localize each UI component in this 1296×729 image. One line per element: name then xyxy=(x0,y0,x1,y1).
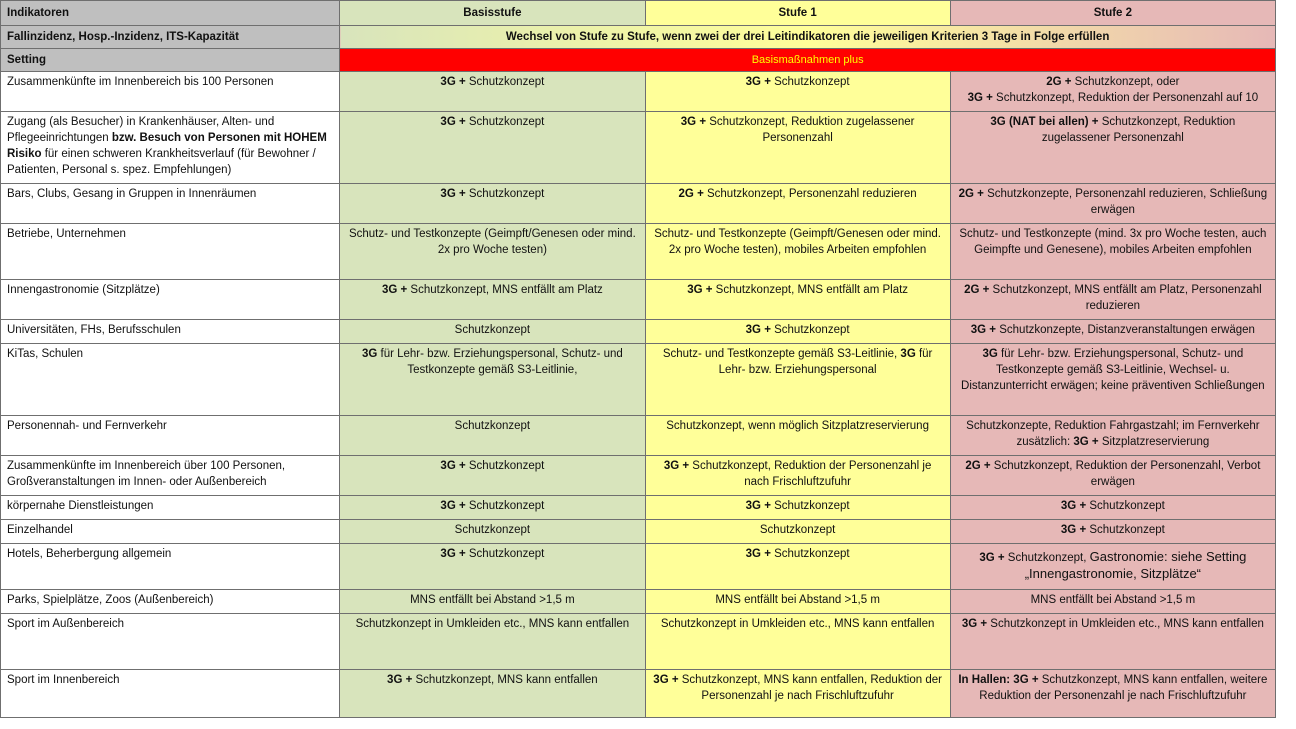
cell-basisstufe: 3G + Schutzkonzept xyxy=(340,456,645,496)
cell-stufe2: 3G + Schutzkonzept, Gastronomie: siehe Setting „Innengastronomie, Sitzplätze“ xyxy=(950,544,1275,590)
cell-stufe1: 3G + Schutzkonzept, MNS kann entfallen, Reduktion der Personenzahl je nach Frischluftzufuhr xyxy=(645,670,950,718)
table-row xyxy=(1,670,1276,718)
cell-stufe2: 2G + Schutzkonzept, oder 3G + Schutzkonzept, Reduktion der Personenzahl auf 10 xyxy=(950,72,1275,112)
cell-stufe2: In Hallen: 3G + Schutzkonzept, MNS kann entfallen, weitere Reduktion der Personenzahl je nach Frischluftzufuhr xyxy=(950,670,1275,718)
table-row xyxy=(1,184,1276,224)
row-label: Zusammenkünfte im Innenbereich über 100 Personen, Großveranstaltungen im Innen- oder Außenbereich xyxy=(1,456,340,496)
row-label: Universitäten, FHs, Berufsschulen xyxy=(1,320,340,344)
row-label: KiTas, Schulen xyxy=(1,344,340,416)
row-label: Parks, Spielplätze, Zoos (Außenbereich) xyxy=(1,590,340,614)
row-label: Sport im Innenbereich xyxy=(1,670,340,718)
cell-stufe2: 3G + Schutzkonzepte, Distanzveranstaltungen erwägen xyxy=(950,320,1275,344)
cell-stufe1: Schutzkonzept in Umkleiden etc., MNS kann entfallen xyxy=(645,614,950,670)
table-row xyxy=(1,112,1276,184)
cell-stufe2: MNS entfällt bei Abstand >1,5 m xyxy=(950,590,1275,614)
criteria-text: Wechsel von Stufe zu Stufe, wenn zwei der drei Leitindikatoren die jeweiligen Kriterien 3 Tage in Folge erfüllen xyxy=(340,26,1276,49)
cell-basisstufe: 3G + Schutzkonzept, MNS kann entfallen xyxy=(340,670,645,718)
cell-basisstufe: 3G + Schutzkonzept xyxy=(340,496,645,520)
header-basisstufe: Basisstufe xyxy=(340,1,645,26)
table-row xyxy=(1,590,1276,614)
row-label: Einzelhandel xyxy=(1,520,340,544)
setting-row xyxy=(1,49,1276,72)
table-row xyxy=(1,496,1276,520)
cell-stufe1: 3G + Schutzkonzept, Reduktion zugelassener Personenzahl xyxy=(645,112,950,184)
cell-stufe1: Schutzkonzept xyxy=(645,520,950,544)
cell-stufe2: 3G für Lehr- bzw. Erziehungspersonal, Schutz- und Testkonzepte gemäß S3-Leitlinie, Wechsel- u. Distanzunterricht erwägen; keine präventiven Schließungen xyxy=(950,344,1275,416)
cell-stufe2: 2G + Schutzkonzept, Reduktion der Personenzahl, Verbot erwägen xyxy=(950,456,1275,496)
cell-stufe2: 2G + Schutzkonzepte, Personenzahl reduzieren, Schließung erwägen xyxy=(950,184,1275,224)
header-stufe1: Stufe 1 xyxy=(645,1,950,26)
table-row xyxy=(1,416,1276,456)
cell-stufe1: Schutzkonzept, wenn möglich Sitzplatzreservierung xyxy=(645,416,950,456)
row-label: Bars, Clubs, Gesang in Gruppen in Innenräumen xyxy=(1,184,340,224)
cell-stufe2: Schutz- und Testkonzepte (mind. 3x pro Woche testen, auch Geimpfte und Genesene), mobiles Arbeiten empfohlen xyxy=(950,224,1275,280)
row-label: Personennah- und Fernverkehr xyxy=(1,416,340,456)
cell-stufe2: 3G (NAT bei allen) + Schutzkonzept, Reduktion zugelassener Personenzahl xyxy=(950,112,1275,184)
cell-stufe2: 3G + Schutzkonzept in Umkleiden etc., MNS kann entfallen xyxy=(950,614,1275,670)
cell-basisstufe: Schutzkonzept xyxy=(340,416,645,456)
criteria-row xyxy=(1,26,1276,49)
cell-stufe1: MNS entfällt bei Abstand >1,5 m xyxy=(645,590,950,614)
cell-basisstufe: 3G + Schutzkonzept xyxy=(340,544,645,590)
cell-stufe1: 3G + Schutzkonzept xyxy=(645,72,950,112)
row-label: Innengastronomie (Sitzplätze) xyxy=(1,280,340,320)
cell-stufe2: 3G + Schutzkonzept xyxy=(950,520,1275,544)
header-indikatoren: Indikatoren xyxy=(1,1,340,26)
header-row xyxy=(1,1,1276,26)
cell-stufe1: 3G + Schutzkonzept, Reduktion der Personenzahl je nach Frischluftzufuhr xyxy=(645,456,950,496)
table-row xyxy=(1,344,1276,416)
row-label: Hotels, Beherbergung allgemein xyxy=(1,544,340,590)
table-row xyxy=(1,614,1276,670)
table-row xyxy=(1,320,1276,344)
table-row xyxy=(1,224,1276,280)
cell-basisstufe: Schutz- und Testkonzepte (Geimpft/Genesen oder mind. 2x pro Woche testen) xyxy=(340,224,645,280)
setting-banner: Basismaßnahmen plus xyxy=(340,49,1276,72)
cell-basisstufe: 3G für Lehr- bzw. Erziehungspersonal, Schutz- und Testkonzepte gemäß S3-Leitlinie, xyxy=(340,344,645,416)
table-row xyxy=(1,280,1276,320)
cell-stufe1: 2G + Schutzkonzept, Personenzahl reduzieren xyxy=(645,184,950,224)
cell-basisstufe: 3G + Schutzkonzept xyxy=(340,112,645,184)
cell-stufe1: Schutz- und Testkonzepte (Geimpft/Genesen oder mind. 2x pro Woche testen), mobiles Arbeiten empfohlen xyxy=(645,224,950,280)
cell-stufe1: 3G + Schutzkonzept, MNS entfällt am Platz xyxy=(645,280,950,320)
row-label: Betriebe, Unternehmen xyxy=(1,224,340,280)
criteria-label: Fallinzidenz, Hosp.-Inzidenz, ITS-Kapazität xyxy=(1,26,340,49)
row-label: Zusammenkünfte im Innenbereich bis 100 Personen xyxy=(1,72,340,112)
cell-stufe2: 2G + Schutzkonzept, MNS entfällt am Platz, Personenzahl reduzieren xyxy=(950,280,1275,320)
row-label: Zugang (als Besucher) in Krankenhäuser, Alten- und Pflegeeinrichtungen bzw. Besuch von Personen mit HOHEM Risiko für einen schweren Krankheitsverlauf (für Bewohner / Patienten, Personal s. spez. Empfehlungen) xyxy=(1,112,340,184)
row-label: körpernahe Dienstleistungen xyxy=(1,496,340,520)
cell-basisstufe: 3G + Schutzkonzept xyxy=(340,184,645,224)
setting-label: Setting xyxy=(1,49,340,72)
table-row xyxy=(1,544,1276,590)
table-row xyxy=(1,72,1276,112)
cell-stufe2: Schutzkonzepte, Reduktion Fahrgastzahl; im Fernverkehr zusätzlich: 3G + Sitzplatzreservierung xyxy=(950,416,1275,456)
cell-basisstufe: Schutzkonzept xyxy=(340,520,645,544)
cell-basisstufe: Schutzkonzept in Umkleiden etc., MNS kann entfallen xyxy=(340,614,645,670)
table-row xyxy=(1,520,1276,544)
cell-basisstufe: MNS entfällt bei Abstand >1,5 m xyxy=(340,590,645,614)
cell-basisstufe: 3G + Schutzkonzept xyxy=(340,72,645,112)
header-stufe2: Stufe 2 xyxy=(950,1,1275,26)
cell-stufe1: Schutz- und Testkonzepte gemäß S3-Leitlinie, 3G für Lehr- bzw. Erziehungspersonal xyxy=(645,344,950,416)
cell-stufe1: 3G + Schutzkonzept xyxy=(645,496,950,520)
cell-basisstufe: 3G + Schutzkonzept, MNS entfällt am Platz xyxy=(340,280,645,320)
cell-stufe2: 3G + Schutzkonzept xyxy=(950,496,1275,520)
cell-stufe1: 3G + Schutzkonzept xyxy=(645,544,950,590)
row-label: Sport im Außenbereich xyxy=(1,614,340,670)
cell-basisstufe: Schutzkonzept xyxy=(340,320,645,344)
cell-stufe1: 3G + Schutzkonzept xyxy=(645,320,950,344)
table-row xyxy=(1,456,1276,496)
